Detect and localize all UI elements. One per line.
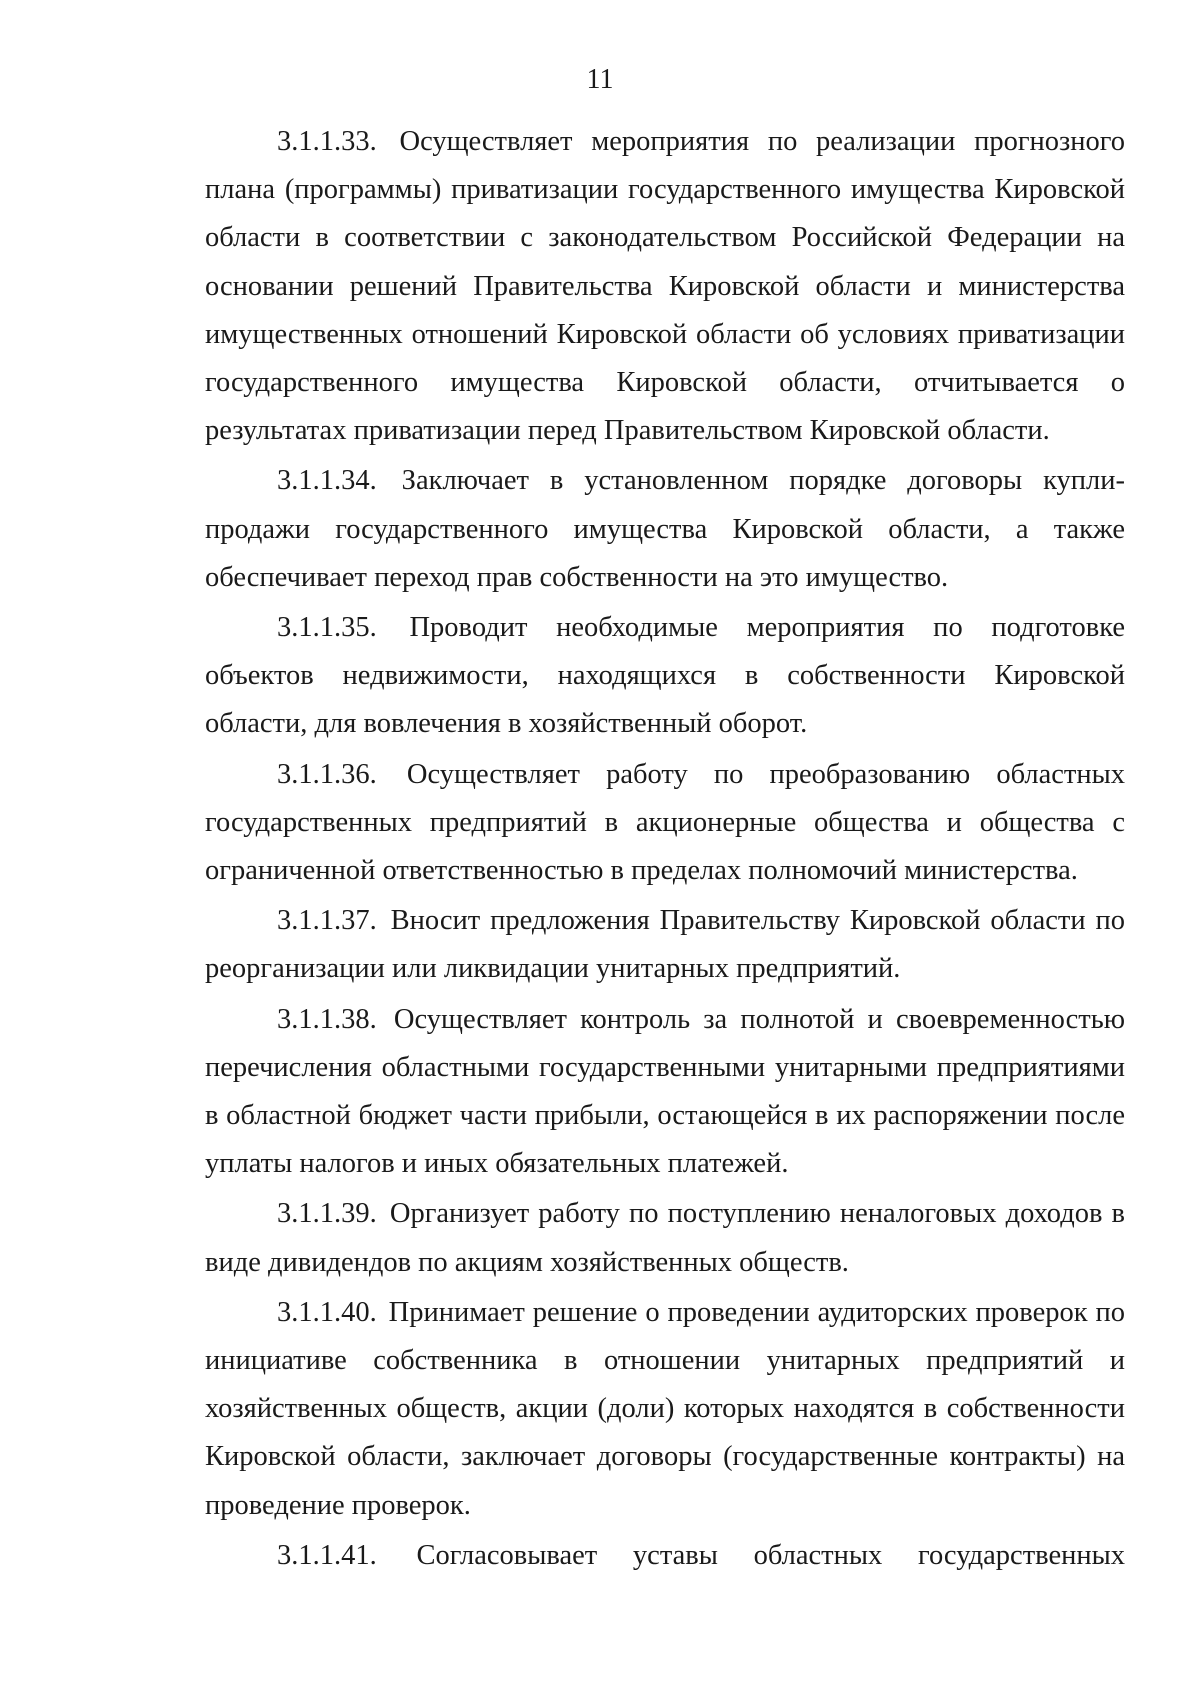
clause-text: Заключает в установленном порядке договоры купли-продажи государственного имущества Кировской области, а также обеспечивает переход прав собственности на это имущество. [205,465,1126,593]
page-number: 11 [586,64,614,95]
clause-text: Проводит необходимые мероприятия по подготовке объектов недвижимости, находящихся в собственности Кировской области, для вовлечения в хозяйственный оборот. [205,612,1126,740]
paragraph-3-1-1-33 [205,118,1125,455]
clause-number: 3.1.1.41. [277,1539,377,1571]
clause-number: 3.1.1.33. [277,126,377,157]
clause-text: Осуществляет работу по преобразованию областных государственных предприятий в акционерные общества и общества с ограниченной ответственностью в пределах полномочий министерства. [205,758,1125,887]
clause-number: 3.1.1.38. [277,1003,377,1035]
document-body [205,118,1125,1582]
clause-text: Принимает решение о проведении аудиторских проверок по инициативе собственника в отношении унитарных предприятий и хозяйственных обществ, акции (доли) которых находятся в собственности Кировской области, заключает договоры (государственные контракты) на проведение проверок. [205,1296,1125,1521]
paragraph-3-1-1-35 [205,604,1125,749]
clause-text: Согласовывает уставы областных государственных [416,1539,1126,1571]
paragraph-3-1-1-34 [205,457,1125,602]
clause-text: Осуществляет мероприятия по реализации прогнозного плана (программы) приватизации государственного имущества Кировской области в соответствии с законодательством Российской Федерации на основании решений Правительства Кировской области и министерства имущественных отношений Кировской области об условиях приватизации государственного имущества Кировской области, отчитывается о результатах приватизации перед Правительством Кировской области. [205,126,1125,447]
clause-number: 3.1.1.37. [277,905,377,937]
paragraph-3-1-1-39 [205,1190,1125,1286]
paragraph-3-1-1-41 [205,1532,1125,1580]
clause-number: 3.1.1.34. [277,465,377,497]
clause-text: Осуществляет контроль за полнотой и своевременностью перечисления областными государственными унитарными предприятиями в областной бюджет части прибыли, остающейся в их распоряжении после уплаты налогов и иных обязательных платежей. [205,1003,1126,1180]
clause-number: 3.1.1.40. [277,1296,377,1328]
clause-text: Вносит предложения Правительству Кировской области по реорганизации или ликвидации унитарных предприятий. [205,905,1125,985]
clause-number: 3.1.1.36. [277,758,377,790]
paragraph-3-1-1-36 [205,751,1125,896]
clause-text: Организует работу по поступлению неналоговых доходов в виде дивидендов по акциям хозяйственных обществ. [205,1198,1126,1278]
paragraph-3-1-1-37 [205,897,1125,993]
paragraph-3-1-1-40 [205,1289,1125,1530]
clause-number: 3.1.1.39. [277,1198,377,1230]
paragraph-3-1-1-38 [205,996,1125,1189]
clause-number: 3.1.1.35. [277,612,377,644]
